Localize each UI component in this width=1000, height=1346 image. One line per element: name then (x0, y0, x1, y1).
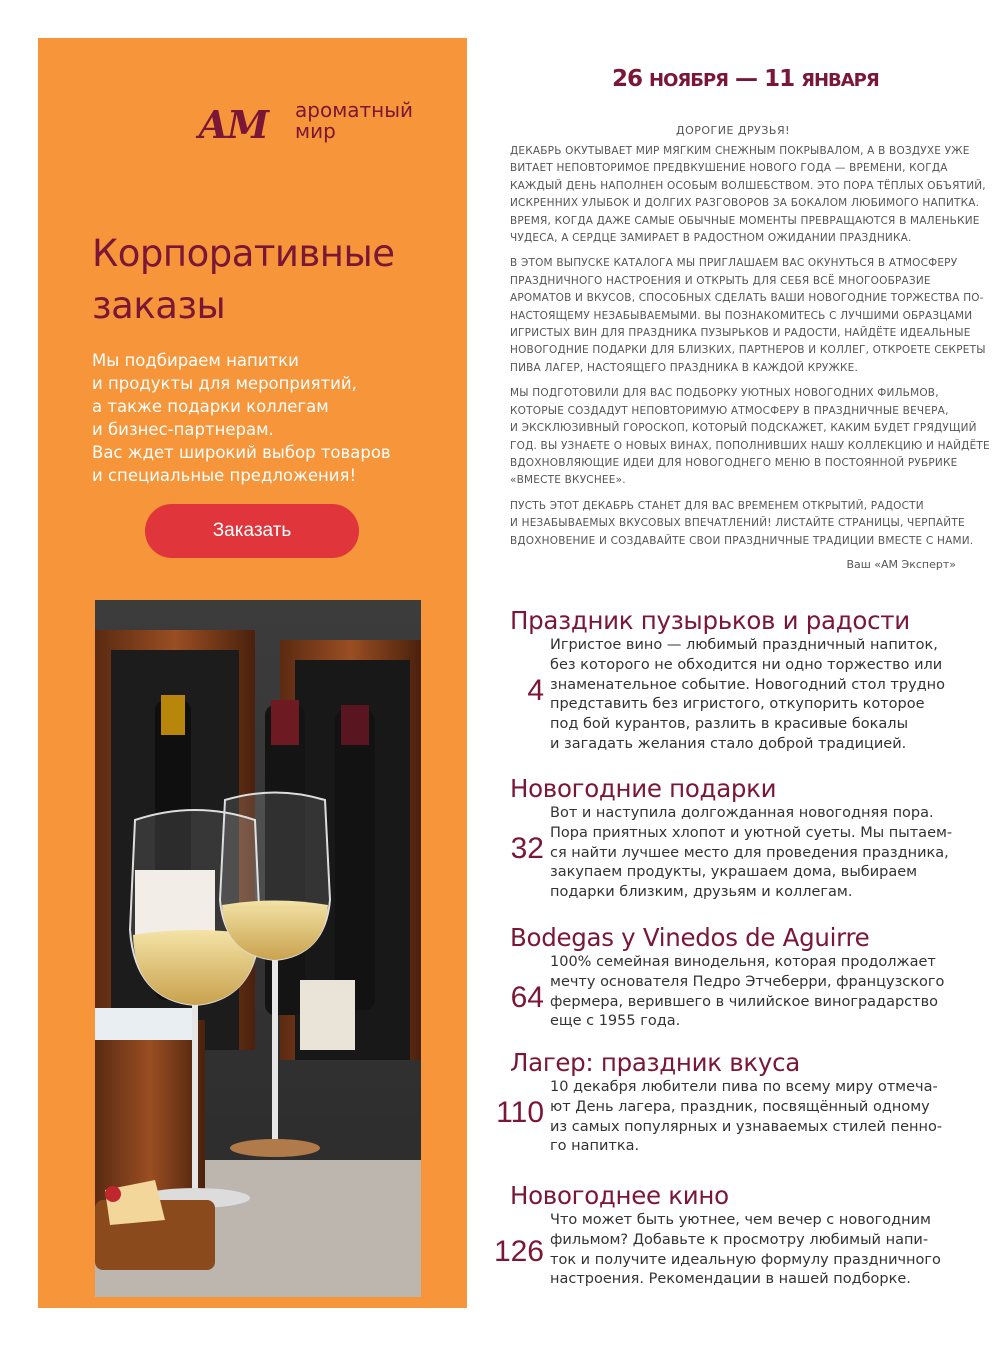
promo-text-line: и продукты для мероприятий, (92, 374, 357, 393)
letter-line: МЫ ПОДГОТОВИЛИ ДЛЯ ВАС ПОДБОРКУ УЮТНЫХ НОВОГОДНИХ ФИЛЬМОВ, (510, 387, 939, 400)
letter-paragraph (510, 498, 974, 550)
toc-text-line: представить без игристого, откупорить которое (550, 696, 925, 713)
toc-text-line: фильмом? Добавьте к просмотру любимый напи- (550, 1231, 929, 1248)
toc-section[interactable] (510, 923, 970, 1032)
wine-glasses-photo (95, 600, 421, 1297)
toc-section[interactable] (510, 774, 970, 903)
letter-paragraph (510, 255, 986, 377)
toc-page-number: 110 (496, 1096, 544, 1129)
toc-text-line: ют День лагера, праздник, посвящённый одному (550, 1098, 930, 1115)
end-day: 11 (764, 66, 795, 92)
logo-word-1: ароматный (295, 98, 414, 122)
letter-line: ЧУДЕСА, А СЕРДЦЕ ЗАМИРАЕТ В РАДОСТНОМ ОЖИДАНИИ ПРАЗДНИКА. (510, 232, 912, 245)
letter-line: ДЕКАБРЬ ОКУТЫВАЕТ МИР МЯГКИМ СНЕЖНЫМ ПОКРЫВАЛОМ, А В ВОЗДУХЕ УЖЕ (510, 145, 970, 157)
toc-page-number: 4 (527, 674, 544, 707)
letter-line: ВДОХНОВЛЯЮЩИЕ ИДЕИ ДЛЯ НОВОГОДНЕГО МЕНЮ В ПОСТОЯННОЙ РУБРИКЕ (510, 456, 958, 469)
logo-wordmark (295, 100, 455, 142)
letter-paragraph (510, 385, 990, 489)
toc-text-line: Что может быть уютнее, чем вечер с новогодним (550, 1212, 931, 1228)
toc-text-line: закупаем продукты, украшаем дома, выбираем (550, 864, 918, 881)
letter-paragraph (510, 143, 986, 247)
letter-line: КОТОРЫЕ СОЗДАДУТ НЕПОВТОРИМУЮ АТМОСФЕРУ В ПРАЗДНИЧНЫЕ ВЕЧЕРА, (510, 404, 949, 417)
toc-text-line: под бой курантов, разлить в красивые бокалы (550, 716, 909, 733)
promo-text-line: и специальные предложения! (92, 466, 357, 485)
letter-line: КАЖДЫЙ ДЕНЬ НАПОЛНЕН ОСОБЫМ ВОЛШЕБСТВОМ. ЭТО ПОРА ТЁПЛЫХ ОБЪЯТИЙ, (510, 179, 986, 192)
toc-section-text (550, 636, 970, 755)
toc-text-line: фермера, верившего в чилийское виноградарство (550, 993, 938, 1010)
letter-line: АРОМАТОВ И ВКУСОВ, СПОСОБНЫХ СДЕЛАТЬ ВАШИ НОВОГОДНИЕ ТОРЖЕСТВА ПО- (510, 292, 984, 305)
letter-line: «ВМЕСТЕ ВКУСНЕЕ». (510, 474, 626, 487)
toc-text-line: из самых популярных и узнаваемых стилей пенно- (550, 1118, 943, 1135)
toc-section-title[interactable]: Новогодние подарки (510, 774, 777, 803)
letter-line: ПИВА ЛАГЕР, НАСТОЯЩЕГО ПРАЗДНИКА В КАЖДОЙ КРУЖКЕ. (510, 361, 859, 374)
toc-section-text (550, 953, 970, 1032)
toc-section-text (550, 1211, 970, 1290)
toc-section-title[interactable]: Лагер: праздник вкуса (510, 1048, 800, 1077)
toc-page-number: 64 (510, 981, 544, 1014)
toc-text-line: Вот и наступила долгожданная новогодняя пора. (550, 805, 934, 821)
promo-title-line: заказы (92, 284, 226, 327)
toc-text-line: ток и получите идеальную формулу праздничного (550, 1251, 941, 1268)
end-month: ЯНВАРЯ (801, 70, 879, 91)
toc-section-title[interactable]: Праздник пузырьков и радости (510, 606, 910, 635)
toc-text-line: настроения. Рекомендации в нашей подборке. (550, 1271, 911, 1288)
catalog-dates (612, 66, 879, 92)
date-dash: — (735, 66, 758, 92)
toc-section[interactable] (493, 1181, 970, 1290)
start-day: 26 (612, 66, 643, 92)
promo-description (92, 349, 452, 487)
toc-section-title[interactable]: Новогоднее кино (510, 1181, 729, 1210)
promo-title-line: Корпоративные (92, 232, 395, 275)
toc-text-line: 10 декабря любители пива по всему миру отмеча- (550, 1079, 938, 1095)
letter-line: ВДОХНОВЕНИЕ И СОЗДАВАЙТЕ СВОИ ПРАЗДНИЧНЫЕ ТРАДИЦИИ ВМЕСТЕ С НАМИ. (510, 534, 974, 547)
promo-title (92, 228, 462, 332)
toc-section[interactable] (510, 606, 970, 755)
letter-heading: ДОРОГИЕ ДРУЗЬЯ! (675, 124, 790, 137)
logo-mark: АМ (198, 102, 268, 147)
toc-page-number: 126 (493, 1235, 544, 1268)
toc-text-line: ся найти лучшее место для проведения праздника, (550, 844, 949, 861)
toc-text-line: и загадать желания стало доброй традицией. (550, 735, 907, 752)
toc-page-number: 32 (510, 832, 544, 865)
letter-line: ИСКРЕННИХ УЛЫБОК И ДОЛГИХ РАЗГОВОРОВ ЗА БОКАЛОМ ЛЮБИМОГО НАПИТКА. (510, 197, 980, 210)
letter-line: ГОД. ВЫ УЗНАЕТЕ О НОВЫХ ВИНАХ, ПОПОЛНИВШИХ НАШУ КОЛЛЕКЦИЮ И НАЙДЁТЕ (510, 439, 990, 452)
letter-line: ВРЕМЯ, КОГДА ДАЖЕ САМЫЕ ОБЫЧНЫЕ МОМЕНТЫ ПРЕВРАЩАЮТСЯ В МАЛЕНЬКИЕ (510, 214, 980, 227)
corporate-orders-panel (38, 38, 467, 1308)
letter-line: НОВОГОДНИЕ ПОДАРКИ ДЛЯ БЛИЗКИХ, ПАРТНЕРОВ И КОЛЛЕГ, ОТКРОЕТЕ СЕКРЕТЫ (510, 344, 986, 357)
letter-line: ПРАЗДНИЧНОГО НАСТРОЕНИЯ И ОТКРЫТЬ ДЛЯ СЕБЯ ВСЁ МНОГООБРАЗИЕ (510, 274, 931, 287)
letter-signature: Ваш «АМ Эксперт» (846, 557, 956, 571)
letter-line: ПУСТЬ ЭТОТ ДЕКАБРЬ СТАНЕТ ДЛЯ ВАС ВРЕМЕНЕМ ОТКРЫТИЙ, РАДОСТИ (510, 499, 924, 512)
letter-line: НАСТОЯЩЕМУ НЕЗАБЫВАЕМЫМИ. ВЫ ПОЗНАКОМИТЕСЬ С ЛУЧШИМИ ОБРАЗЦАМИ (510, 309, 973, 322)
toc-text-line: без которого не обходится ни одно торжество или (550, 656, 943, 673)
editorial-letter (510, 124, 990, 571)
toc-text-line: еще с 1955 года. (550, 1013, 681, 1030)
letter-line: ВИТАЕТ НЕПОВТОРИМОЕ ПРЕДВКУШЕНИЕ НОВОГО ГОДА — ВРЕМЕНИ, КОГДА (510, 162, 948, 175)
letter-line: В ЭТОМ ВЫПУСКЕ КАТАЛОГА МЫ ПРИГЛАШАЕМ ВАС ОКУНУТЬСЯ В АТМОСФЕРУ (510, 257, 958, 270)
toc-text-line: мечту основателя Педро Этчеберри, французского (550, 973, 945, 990)
toc-section-title[interactable]: Bodegas y Vinedos de Aguirre (510, 923, 870, 952)
toc-text-line: Пора приятных хлопот и уютной суеты. Мы пытаем- (550, 824, 953, 841)
toc-text-line: подарки близким, друзьям и коллегам. (550, 884, 853, 901)
logo-word-2: мир (295, 119, 336, 143)
order-button[interactable]: Заказать (145, 504, 359, 558)
letter-line: И НЕЗАБЫВАЕМЫХ ВКУСОВЫХ ВПЕЧАТЛЕНИЙ! ЛИСТАЙТЕ СТРАНИЦЫ, ЧЕРПАЙТЕ (510, 517, 965, 530)
toc-text-line: го напитка. (550, 1138, 640, 1155)
toc-section-text (550, 804, 970, 903)
promo-text-line: Мы подбираем напитки (92, 351, 299, 370)
promo-text-line: Вас ждет широкий выбор товаров (92, 443, 391, 462)
promo-text-line: а также подарки коллегам (92, 397, 329, 416)
start-month: НОЯБРЯ (649, 70, 729, 91)
toc-text-line: 100% семейная винодельня, которая продолжает (550, 954, 936, 970)
toc-section-text (550, 1078, 970, 1157)
letter-line: И ЭКСКЛЮЗИВНЫЙ ГОРОСКОП, КОТОРЫЙ ПОДСКАЖЕТ, КАКИМ БУДЕТ ГРЯДУЩИЙ (510, 422, 977, 435)
toc-section[interactable] (496, 1048, 970, 1157)
toc-text-line: знаменательное событие. Новогодний стол трудно (550, 676, 946, 693)
letter-line: ИГРИСТЫХ ВИН ДЛЯ ПРАЗДНИКА ПУЗЫРЬКОВ И РАДОСТИ, НАЙДЁТЕ ИДЕАЛЬНЫЕ (510, 327, 971, 340)
toc-text-line: Игристое вино — любимый праздничный напиток, (550, 637, 938, 653)
promo-text-line: и бизнес-партнерам. (92, 420, 274, 439)
